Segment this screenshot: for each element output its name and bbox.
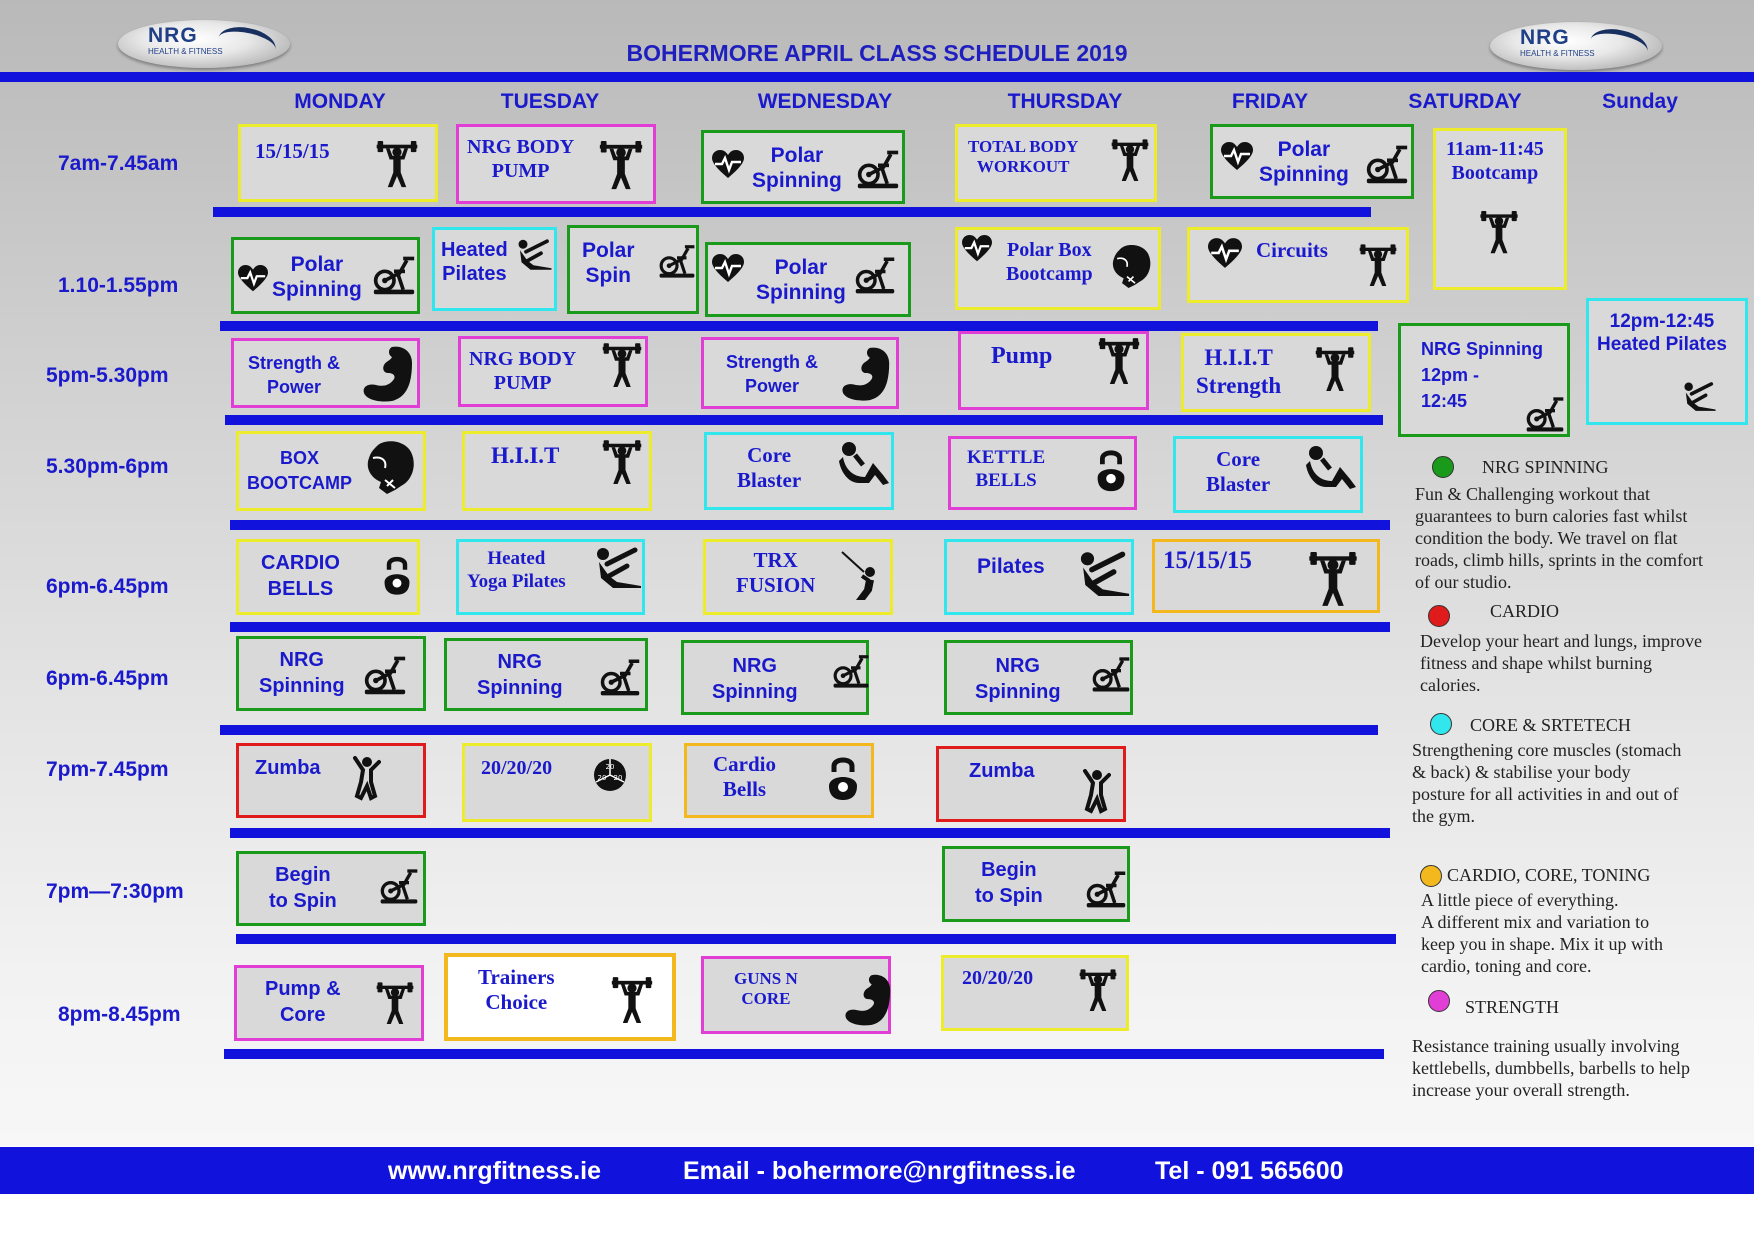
weightlifter-icon xyxy=(375,982,415,1026)
class-card-box-bootcamp[interactable] xyxy=(236,431,426,511)
class-title: Polar Spin xyxy=(582,239,635,288)
class-title: Pump xyxy=(991,343,1053,369)
class-card-15-15-15[interactable] xyxy=(238,124,438,202)
title-divider xyxy=(0,72,1754,82)
legend-color-dot xyxy=(1432,456,1454,478)
class-title: Heated Pilates xyxy=(441,239,508,285)
logo-sub: HEALTH & FITNESS xyxy=(148,47,223,56)
class-card-heated-pilates[interactable] xyxy=(432,227,557,311)
legend-heading: NRG SPINNING xyxy=(1482,457,1609,477)
row-divider xyxy=(230,828,1390,838)
legend-description-line: A different mix and variation to xyxy=(1421,912,1650,932)
class-card-polar-box-bootcamp[interactable] xyxy=(955,227,1161,310)
class-card-circuits[interactable] xyxy=(1187,227,1409,303)
row-divider xyxy=(236,934,1396,944)
weightlifter-icon xyxy=(1478,211,1520,255)
weightlifter-icon xyxy=(601,343,643,389)
flexed-arm-icon xyxy=(362,345,414,403)
class-title: Pump & Core xyxy=(265,978,341,1026)
class-title: Pilates xyxy=(977,555,1045,578)
legend-heading: CORE & SRTETECH xyxy=(1470,715,1631,735)
legend-color-dot xyxy=(1420,865,1442,887)
class-title: NRG BODY PUMP xyxy=(467,136,575,182)
weightlifter-icon xyxy=(597,141,645,191)
logo-sub: HEALTH & FITNESS xyxy=(1520,49,1595,58)
boxing-glove-icon xyxy=(365,440,415,494)
class-card-polar-spinning-mon[interactable] xyxy=(231,237,420,314)
class-title: TOTAL BODY WORKOUT xyxy=(968,137,1079,177)
pilates-stretch-icon xyxy=(1077,550,1133,596)
class-title: 15/15/15 xyxy=(255,139,330,163)
footer-website-link[interactable]: www.nrgfitness.ie xyxy=(388,1157,602,1185)
legend-description-line: increase your overall strength. xyxy=(1412,1080,1630,1100)
class-title: NRG Spinning xyxy=(712,655,798,703)
page-title: BOHERMORE APRIL CLASS SCHEDULE 2019 xyxy=(626,40,1128,66)
class-card-polar-spinning[interactable] xyxy=(701,130,905,204)
class-card-polar-spinning-wed[interactable] xyxy=(705,242,911,317)
time-row-7: 7pm-7.45pm xyxy=(46,758,169,781)
svg-text:20: 20 xyxy=(613,774,623,782)
weightlifter-icon xyxy=(1097,338,1141,386)
weightlifter-icon xyxy=(1110,139,1150,183)
class-card-pump-core[interactable] xyxy=(234,965,424,1041)
class-card-zumba-thu[interactable] xyxy=(936,746,1126,822)
kettlebell-icon xyxy=(1093,449,1129,493)
class-card-hiit[interactable] xyxy=(462,431,652,511)
class-card-core-blaster-fri[interactable] xyxy=(1173,436,1363,513)
class-title: Polar Spinning xyxy=(756,256,846,305)
weightlifter-icon xyxy=(1358,244,1398,288)
legend-heading: CARDIO, CORE, TONING xyxy=(1447,865,1651,885)
class-title: Cardio Bells xyxy=(713,752,776,802)
class-card-polar-spinning-fri[interactable] xyxy=(1210,124,1414,199)
exercise-bike-icon xyxy=(856,147,900,191)
class-title: BOX BOOTCAMP xyxy=(247,448,352,494)
pilates-stretch-icon xyxy=(595,546,643,588)
legend-description-line: the gym. xyxy=(1412,806,1475,826)
exercise-bike-icon xyxy=(832,651,870,691)
class-card-core-blaster[interactable] xyxy=(704,432,894,510)
class-card-hiit-strength[interactable] xyxy=(1181,333,1371,412)
class-card-nrg-spinning-wed[interactable] xyxy=(681,640,869,715)
row-divider xyxy=(230,622,1390,632)
day-thursday: THURSDAY xyxy=(1007,90,1123,113)
class-card-pump[interactable] xyxy=(958,331,1149,410)
legend-description-line: condition the body. We travel on flat xyxy=(1415,528,1678,548)
legend-description-line: keep you in shape. Mix it up with xyxy=(1421,934,1663,954)
class-title: NRG Spinning xyxy=(259,649,345,697)
legend-description-line: posture for all activities in and out of xyxy=(1412,784,1679,804)
class-title: Core Blaster xyxy=(1206,447,1271,497)
sit-up-icon xyxy=(1306,445,1358,491)
class-title: Polar Spinning xyxy=(272,253,362,302)
legend-description-line: fitness and shape whilst burning xyxy=(1420,653,1652,673)
class-title: Polar Spinning xyxy=(752,144,842,193)
class-title: Polar Spinning xyxy=(1259,138,1349,187)
exercise-bike-icon xyxy=(1525,394,1565,434)
time-row-2: 1.10-1.55pm xyxy=(58,274,179,297)
row-divider xyxy=(225,415,1383,425)
class-title: Heated Yoga Pilates xyxy=(467,548,566,592)
time-row-1: 7am-7.45am xyxy=(58,152,179,175)
legend-heading: CARDIO xyxy=(1490,601,1560,621)
kettlebell-icon xyxy=(381,554,413,598)
exercise-bike-icon xyxy=(1091,653,1131,695)
class-card-nrg-spinning-tue[interactable] xyxy=(444,638,648,711)
class-title: CARDIO BELLS xyxy=(261,552,340,600)
class-title: NRG Spinning xyxy=(975,655,1061,703)
svg-text:20: 20 xyxy=(605,763,615,771)
class-title: NRG Spinning xyxy=(477,651,563,699)
class-title: GUNS N CORE xyxy=(734,969,798,1009)
trx-suspension-icon xyxy=(840,550,880,600)
class-title: TRX FUSION xyxy=(736,548,816,598)
class-title: H.I.I.T Strength xyxy=(1196,345,1282,398)
legend-color-dot xyxy=(1430,713,1452,735)
pilates-stretch-icon xyxy=(1683,379,1717,413)
day-saturday: SATURDAY xyxy=(1408,90,1522,113)
legend-description-line: cardio, toning and core. xyxy=(1421,956,1592,976)
class-card-strength-power-wed[interactable] xyxy=(701,337,899,409)
class-card-begin-to-spin-thu[interactable] xyxy=(942,846,1130,922)
row-divider xyxy=(220,321,1378,331)
row-divider xyxy=(213,207,1371,217)
class-title: 20/20/20 xyxy=(962,967,1034,989)
time-row-9: 8pm-8.45pm xyxy=(58,1003,181,1026)
exercise-bike-icon xyxy=(854,255,896,295)
class-title: H.I.I.T xyxy=(491,443,560,468)
class-card-nrg-body-pump-tue[interactable] xyxy=(458,336,648,407)
class-card-20-20-20-thu[interactable] xyxy=(941,955,1129,1031)
footer-phone[interactable]: Tel - 091 565600 xyxy=(1155,1157,1344,1185)
class-title: Polar Box Bootcamp xyxy=(1006,239,1093,285)
class-title: Strength & Power xyxy=(726,352,818,397)
row-divider xyxy=(230,520,1390,530)
legend-description-line: Resistance training usually involving xyxy=(1412,1036,1680,1056)
weightlifter-icon xyxy=(601,440,643,486)
class-title: Core Blaster xyxy=(737,443,802,493)
heart-rate-icon xyxy=(1208,238,1242,270)
class-title: Zumba xyxy=(255,757,321,779)
day-friday: FRIDAY xyxy=(1231,90,1309,113)
exercise-bike-icon xyxy=(1085,867,1127,911)
day-sunday: Sunday xyxy=(1602,90,1678,113)
heart-rate-icon xyxy=(712,149,744,181)
weightlifter-icon xyxy=(1078,968,1118,1014)
class-title: Begin to Spin xyxy=(269,864,337,912)
legend-color-dot xyxy=(1428,605,1450,627)
exercise-bike-icon xyxy=(599,655,641,699)
class-card-nrg-spinning-saturday[interactable] xyxy=(1398,323,1570,437)
row-divider xyxy=(224,1049,1384,1059)
class-card-total-body-workout[interactable] xyxy=(955,124,1157,202)
day-monday: MONDAY xyxy=(294,90,386,113)
exercise-bike-icon xyxy=(363,653,407,697)
class-card-15-15-15-fri[interactable] xyxy=(1152,539,1380,613)
class-title: NRG BODY PUMP xyxy=(469,348,577,394)
legend-description-line: & back) & stabilise your body xyxy=(1412,762,1631,782)
legend-description-line: calories. xyxy=(1420,675,1481,695)
sit-up-icon xyxy=(839,441,891,487)
legend-description-line: roads, climb hills, sprints in the comfort xyxy=(1415,550,1703,570)
exercise-bike-icon xyxy=(372,254,416,296)
legend-description-line: Develop your heart and lungs, improve xyxy=(1420,631,1702,651)
class-card-cardio-bells[interactable] xyxy=(236,539,420,615)
time-row-5: 6pm-6.45pm xyxy=(46,575,169,598)
20-20-20-clock-icon xyxy=(593,758,627,792)
class-title: Strength & Power xyxy=(248,353,340,398)
heart-rate-icon xyxy=(1221,141,1253,173)
class-card-bootcamp-saturday[interactable] xyxy=(1433,128,1567,290)
class-card-strength-power[interactable] xyxy=(231,338,420,408)
class-card-guns-n-core[interactable] xyxy=(701,956,891,1034)
class-card-pilates[interactable] xyxy=(944,539,1134,615)
weightlifter-icon xyxy=(1314,346,1356,394)
class-card-20-20-20[interactable] xyxy=(462,743,652,822)
class-title: NRG Spinning 12pm - 12:45 xyxy=(1421,339,1543,412)
legend-description-line: Fun & Challenging workout that xyxy=(1415,484,1650,504)
flexed-arm-icon xyxy=(844,971,892,1029)
dancer-icon xyxy=(1081,769,1111,815)
class-title: 15/15/15 xyxy=(1163,547,1252,574)
row-divider xyxy=(220,725,1378,735)
legend-description-line: A little piece of everything. xyxy=(1421,890,1619,910)
legend-heading: STRENGTH xyxy=(1465,997,1559,1017)
class-card-begin-to-spin[interactable] xyxy=(236,851,426,926)
class-card-heated-yoga-pilates[interactable] xyxy=(456,539,645,615)
footer-email-link[interactable]: Email - bohermore@nrgfitness.ie xyxy=(683,1157,1076,1185)
kettlebell-icon xyxy=(825,756,861,802)
legend-color-dot xyxy=(1428,990,1450,1012)
weightlifter-icon xyxy=(373,141,421,189)
legend-description-line: of our studio. xyxy=(1415,572,1512,592)
day-wednesday: WEDNESDAY xyxy=(757,90,893,113)
legend-description-line: Strengthening core muscles (stomach xyxy=(1412,740,1682,760)
class-title: Zumba xyxy=(969,760,1035,782)
class-card-trx-fusion[interactable] xyxy=(703,539,893,615)
weightlifter-icon xyxy=(1307,552,1359,608)
class-card-heated-pilates-sunday[interactable] xyxy=(1586,298,1748,425)
exercise-bike-icon xyxy=(1365,143,1409,185)
dancer-icon xyxy=(351,756,381,802)
heart-rate-icon xyxy=(238,264,268,294)
day-tuesday: TUESDAY xyxy=(500,90,600,113)
class-card-cardio-bells-wed[interactable] xyxy=(684,743,874,818)
heart-rate-icon xyxy=(712,253,744,285)
class-card-nrg-spinning-mon[interactable] xyxy=(236,636,426,711)
logo-name: NRG xyxy=(148,24,198,47)
logo-name: NRG xyxy=(1520,26,1570,49)
flexed-arm-icon xyxy=(840,346,892,402)
svg-text:20: 20 xyxy=(597,774,607,782)
class-card-polar-spin[interactable] xyxy=(567,225,699,314)
legend-description-line: kettlebells, dumbbells, barbells to help xyxy=(1412,1058,1690,1078)
pilates-stretch-icon xyxy=(517,236,553,272)
class-title: Circuits xyxy=(1256,238,1328,262)
class-card-nrg-body-pump[interactable] xyxy=(456,124,656,204)
class-title: Begin to Spin xyxy=(975,859,1043,907)
class-title: 11am-11:45 Bootcamp xyxy=(1446,138,1544,184)
time-row-6: 6pm-6.45pm xyxy=(46,667,169,690)
class-title: Trainers Choice xyxy=(478,965,555,1015)
class-card-zumba[interactable] xyxy=(236,743,426,818)
time-row-8: 7pm—7:30pm xyxy=(46,880,184,903)
class-title: KETTLE BELLS xyxy=(967,447,1046,491)
boxing-glove-icon xyxy=(1110,244,1152,288)
class-card-kettle-bells[interactable] xyxy=(948,436,1137,510)
class-title: 12pm-12:45 Heated Pilates xyxy=(1597,311,1727,355)
time-row-3: 5pm-5.30pm xyxy=(46,364,169,387)
weightlifter-icon xyxy=(610,977,654,1025)
class-card-trainers-choice[interactable] xyxy=(444,953,676,1041)
exercise-bike-icon xyxy=(658,242,696,280)
exercise-bike-icon xyxy=(379,866,419,906)
heart-rate-icon xyxy=(962,234,992,264)
class-card-nrg-spinning-thu[interactable] xyxy=(944,640,1133,715)
class-title: 20/20/20 xyxy=(481,757,553,779)
legend-description-line: guarantees to burn calories fast whilst xyxy=(1415,506,1688,526)
time-row-4: 5.30pm-6pm xyxy=(46,455,169,478)
